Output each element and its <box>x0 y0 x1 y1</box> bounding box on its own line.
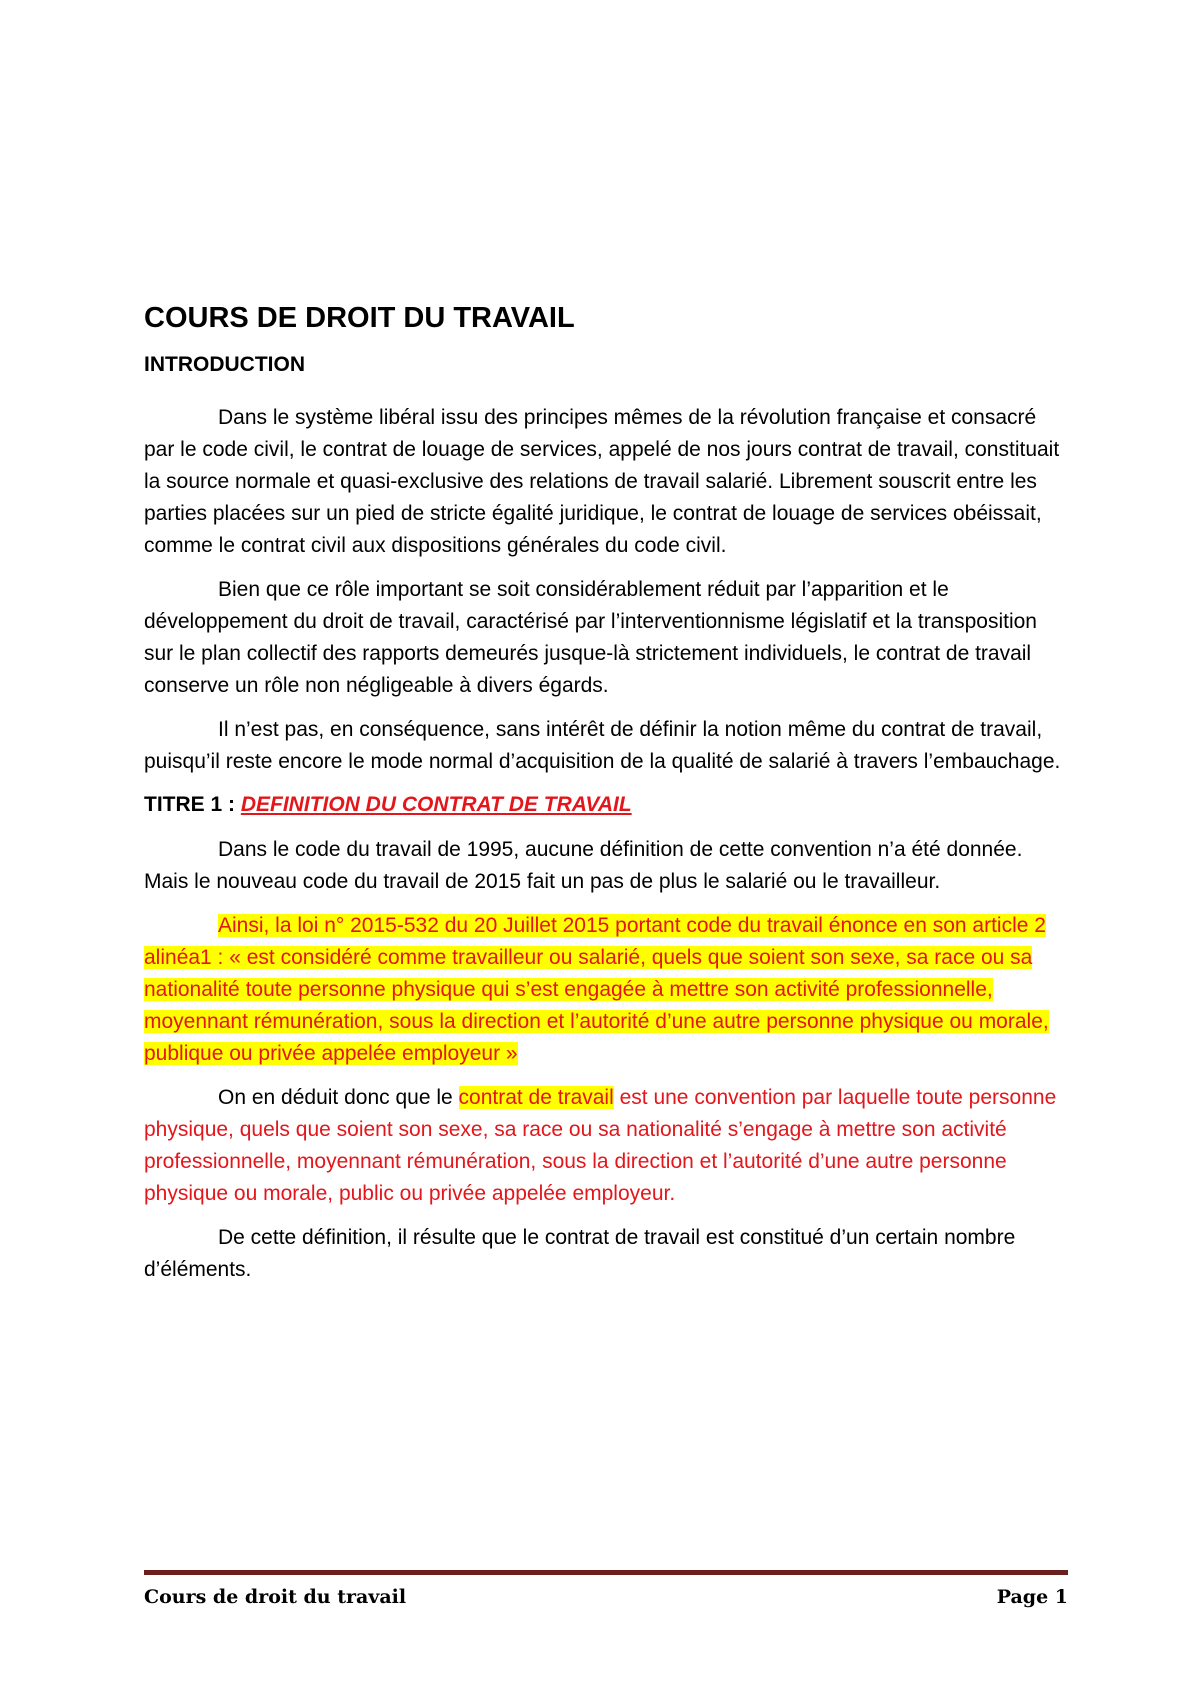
page-body <box>144 300 1068 1298</box>
deduction-prefix: On en déduit donc que le <box>218 1086 459 1109</box>
page-footer <box>144 1586 1068 1612</box>
closing-paragraph: De cette définition, il résulte que le contrat de travail est constitué d’un certain nombre d’éléments. <box>144 1226 1016 1281</box>
paragraph-3: Il n’est pas, en conséquence, sans intérêt de définir la notion même du contrat de travail, puisqu’il reste encore le mode normal d’acquisition de la qualité de salarié à travers l’embauchage. <box>144 718 1061 773</box>
section-heading-introduction: INTRODUCTION <box>144 353 305 376</box>
law-quote-text: Ainsi, la loi n° 2015-532 du 20 Juillet 2015 portant code du travail énonce en son article 2 alinéa1 : « est considéré comme travailleur ou salarié, quels que soient son sexe, sa race ou sa nationalité toute personne physique qui s’est engagée à mettre son activité professionnelle, moyennant rémunération, sous la direction et l’autorité d’une autre personne physique ou morale, publique ou privée appelée employeur » <box>144 914 1049 1065</box>
titre1-paragraph: Dans le code du travail de 1995, aucune définition de cette convention n’a été donnée. Mais le nouveau code du travail de 2015 fait un pas de plus le salarié ou le travailleur. <box>144 838 1023 893</box>
paragraph-1: Dans le système libéral issu des principes mêmes de la révolution française et consacré par le code civil, le contrat de louage de services, appelé de nos jours contrat de travail, constituait la source normale et quasi-exclusive des relations de travail salarié. Librement souscrit entre les parties placées sur un pied de stricte égalité juridique, le contrat de louage de services obéissait, comme le contrat civil aux dispositions générales du code civil. <box>144 406 1060 557</box>
document-title: COURS DE DROIT DU TRAVAIL <box>144 302 575 334</box>
titre1-title: DEFINITION DU CONTRAT DE TRAVAIL <box>240 793 632 816</box>
titre1-label: TITRE 1 : <box>144 793 241 816</box>
deduction-rest: est une convention par laquelle toute personne physique, quels que soient son sexe, sa race ou sa nationalité s’engage à mettre son activité professionnelle, moyennant rémunération, sous la direction et l’autorité d’une autre personne physique ou morale, public ou privée appelée employeur. <box>144 1086 1057 1205</box>
footer-page-number: Page 1 <box>996 1586 1068 1608</box>
footer-rule <box>144 1570 1068 1575</box>
deduction-paragraph <box>144 1082 1068 1210</box>
paragraph-2: Bien que ce rôle important se soit considérablement réduit par l’apparition et le développement du droit de travail, caractérisé par l’interventionnisme législatif et la transposition sur le plan collectif des rapports demeurés jusque-là strictement individuels, le contrat de travail conserve un rôle non négligeable à divers égards. <box>144 578 1037 697</box>
law-quote-paragraph <box>144 910 1068 1070</box>
deduction-highlight: contrat de travail <box>458 1086 614 1109</box>
titre1-heading <box>144 790 1068 820</box>
footer-document-title: Cours de droit du travail <box>144 1586 407 1608</box>
